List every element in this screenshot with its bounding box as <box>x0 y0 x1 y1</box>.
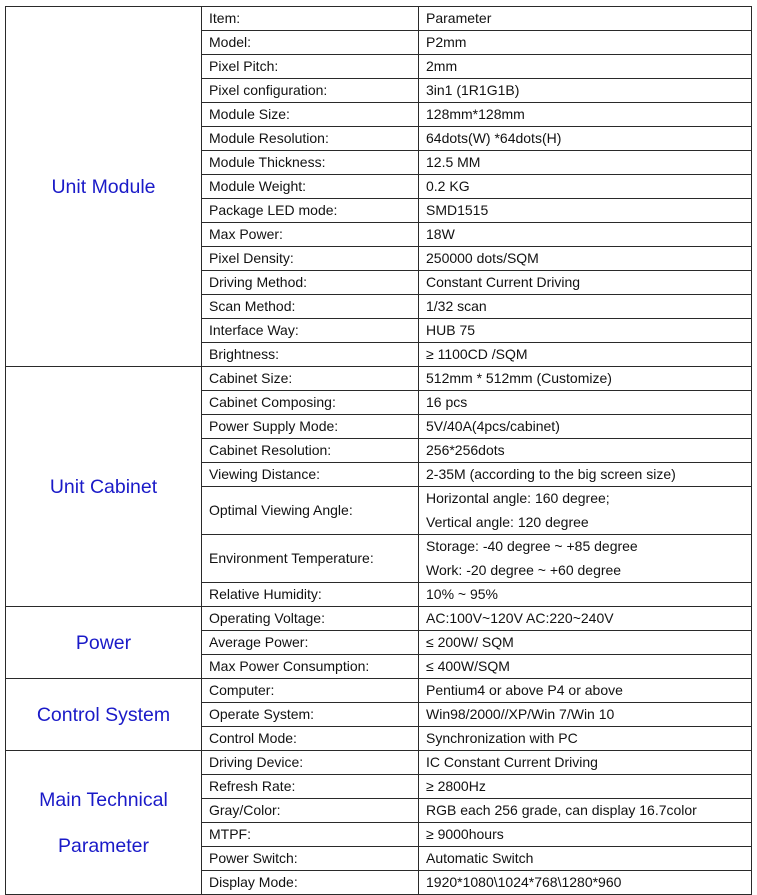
item-label: Average Power: <box>202 631 419 655</box>
item-label: Driving Method: <box>202 271 419 295</box>
item-value: 0.2 KG <box>419 175 752 199</box>
item-label: Power Supply Mode: <box>202 415 419 439</box>
section-title-control-system <box>6 679 202 751</box>
section-title-power <box>6 607 202 679</box>
item-value: ≥ 2800Hz <box>419 775 752 799</box>
item-label: Power Switch: <box>202 847 419 871</box>
item-label: Pixel Pitch: <box>202 55 419 79</box>
section-title-text: Control System <box>36 703 171 726</box>
item-label: Environment Temperature: <box>202 535 419 583</box>
item-label: Display Mode: <box>202 871 419 895</box>
item-value: 18W <box>419 223 752 247</box>
spec-table-body <box>6 7 752 895</box>
item-value-line: Horizontal angle: 160 degree; <box>426 490 610 506</box>
section-title-unit-cabinet <box>6 367 202 607</box>
item-label: Operating Voltage: <box>202 607 419 631</box>
item-value: 10% ~ 95% <box>419 583 752 607</box>
item-label: Pixel configuration: <box>202 79 419 103</box>
section-title-text: Unit Cabinet <box>49 475 158 498</box>
item-value: 2mm <box>419 55 752 79</box>
item-label: Refresh Rate: <box>202 775 419 799</box>
item-value: Synchronization with PC <box>419 727 752 751</box>
item-label: Cabinet Size: <box>202 367 419 391</box>
item-value: 2-35M (according to the big screen size) <box>419 463 752 487</box>
item-label: Cabinet Resolution: <box>202 439 419 463</box>
item-label: Module Thickness: <box>202 151 419 175</box>
item-label: Pixel Density: <box>202 247 419 271</box>
item-value: ≤ 200W/ SQM <box>419 631 752 655</box>
item-value: 256*256dots <box>419 439 752 463</box>
item-label: Scan Method: <box>202 295 419 319</box>
spec-sheet <box>5 6 752 895</box>
item-value: 64dots(W) *64dots(H) <box>419 127 752 151</box>
item-value: 16 pcs <box>419 391 752 415</box>
item-label: Package LED mode: <box>202 199 419 223</box>
item-value: RGB each 256 grade, can display 16.7color <box>419 799 752 823</box>
item-label: Computer: <box>202 679 419 703</box>
item-label: Model: <box>202 31 419 55</box>
item-value: Win98/2000//XP/Win 7/Win 10 <box>419 703 752 727</box>
item-label: Interface Way: <box>202 319 419 343</box>
item-value-line: Vertical angle: 120 degree <box>426 513 589 530</box>
table-row <box>6 679 752 703</box>
section-title-text: Power <box>75 631 132 654</box>
item-value: Constant Current Driving <box>419 271 752 295</box>
item-label: Max Power: <box>202 223 419 247</box>
item-value: 5V/40A(4pcs/cabinet) <box>419 415 752 439</box>
item-label: Gray/Color: <box>202 799 419 823</box>
item-label: Brightness: <box>202 343 419 367</box>
item-label: MTPF: <box>202 823 419 847</box>
item-label: Module Resolution: <box>202 127 419 151</box>
item-label: Item: <box>202 7 419 31</box>
item-value: HUB 75 <box>419 319 752 343</box>
item-value: Automatic Switch <box>419 847 752 871</box>
item-value: ≤ 400W/SQM <box>419 655 752 679</box>
item-label: Control Mode: <box>202 727 419 751</box>
item-label: Cabinet Composing: <box>202 391 419 415</box>
item-value: 128mm*128mm <box>419 103 752 127</box>
item-value: Parameter <box>419 7 752 31</box>
item-value: 1/32 scan <box>419 295 752 319</box>
item-value: 512mm * 512mm (Customize) <box>419 367 752 391</box>
item-label: Viewing Distance: <box>202 463 419 487</box>
item-value-line: Work: -20 degree ~ +60 degree <box>426 561 622 578</box>
item-value-line: Storage: -40 degree ~ +85 degree <box>426 538 638 554</box>
item-label: Module Size: <box>202 103 419 127</box>
item-value: 250000 dots/SQM <box>419 247 752 271</box>
section-title-text: Unit Module <box>51 175 156 198</box>
item-value <box>419 487 752 535</box>
table-row <box>6 7 752 31</box>
item-value: AC:100V~120V AC:220~240V <box>419 607 752 631</box>
section-title-line: Main Technical <box>39 788 168 811</box>
item-value: 3in1 (1R1G1B) <box>419 79 752 103</box>
item-value: ≥ 1100CD /SQM <box>419 343 752 367</box>
table-row <box>6 607 752 631</box>
item-value: SMD1515 <box>419 199 752 223</box>
item-value: P2mm <box>419 31 752 55</box>
item-value <box>419 535 752 583</box>
item-label: Max Power Consumption: <box>202 655 419 679</box>
item-value: ≥ 9000hours <box>419 823 752 847</box>
section-title-main-technical <box>6 751 202 895</box>
item-label: Module Weight: <box>202 175 419 199</box>
item-label: Optimal Viewing Angle: <box>202 487 419 535</box>
item-value: 12.5 MM <box>419 151 752 175</box>
section-title-line: Parameter <box>57 834 150 857</box>
item-label: Operate System: <box>202 703 419 727</box>
item-value: Pentium4 or above P4 or above <box>419 679 752 703</box>
item-value: IC Constant Current Driving <box>419 751 752 775</box>
item-label: Driving Device: <box>202 751 419 775</box>
section-title-unit-module <box>6 7 202 367</box>
table-row <box>6 751 752 775</box>
item-label: Relative Humidity: <box>202 583 419 607</box>
item-value: 1920*1080\1024*768\1280*960 <box>419 871 752 895</box>
spec-table <box>5 6 752 895</box>
table-row <box>6 367 752 391</box>
